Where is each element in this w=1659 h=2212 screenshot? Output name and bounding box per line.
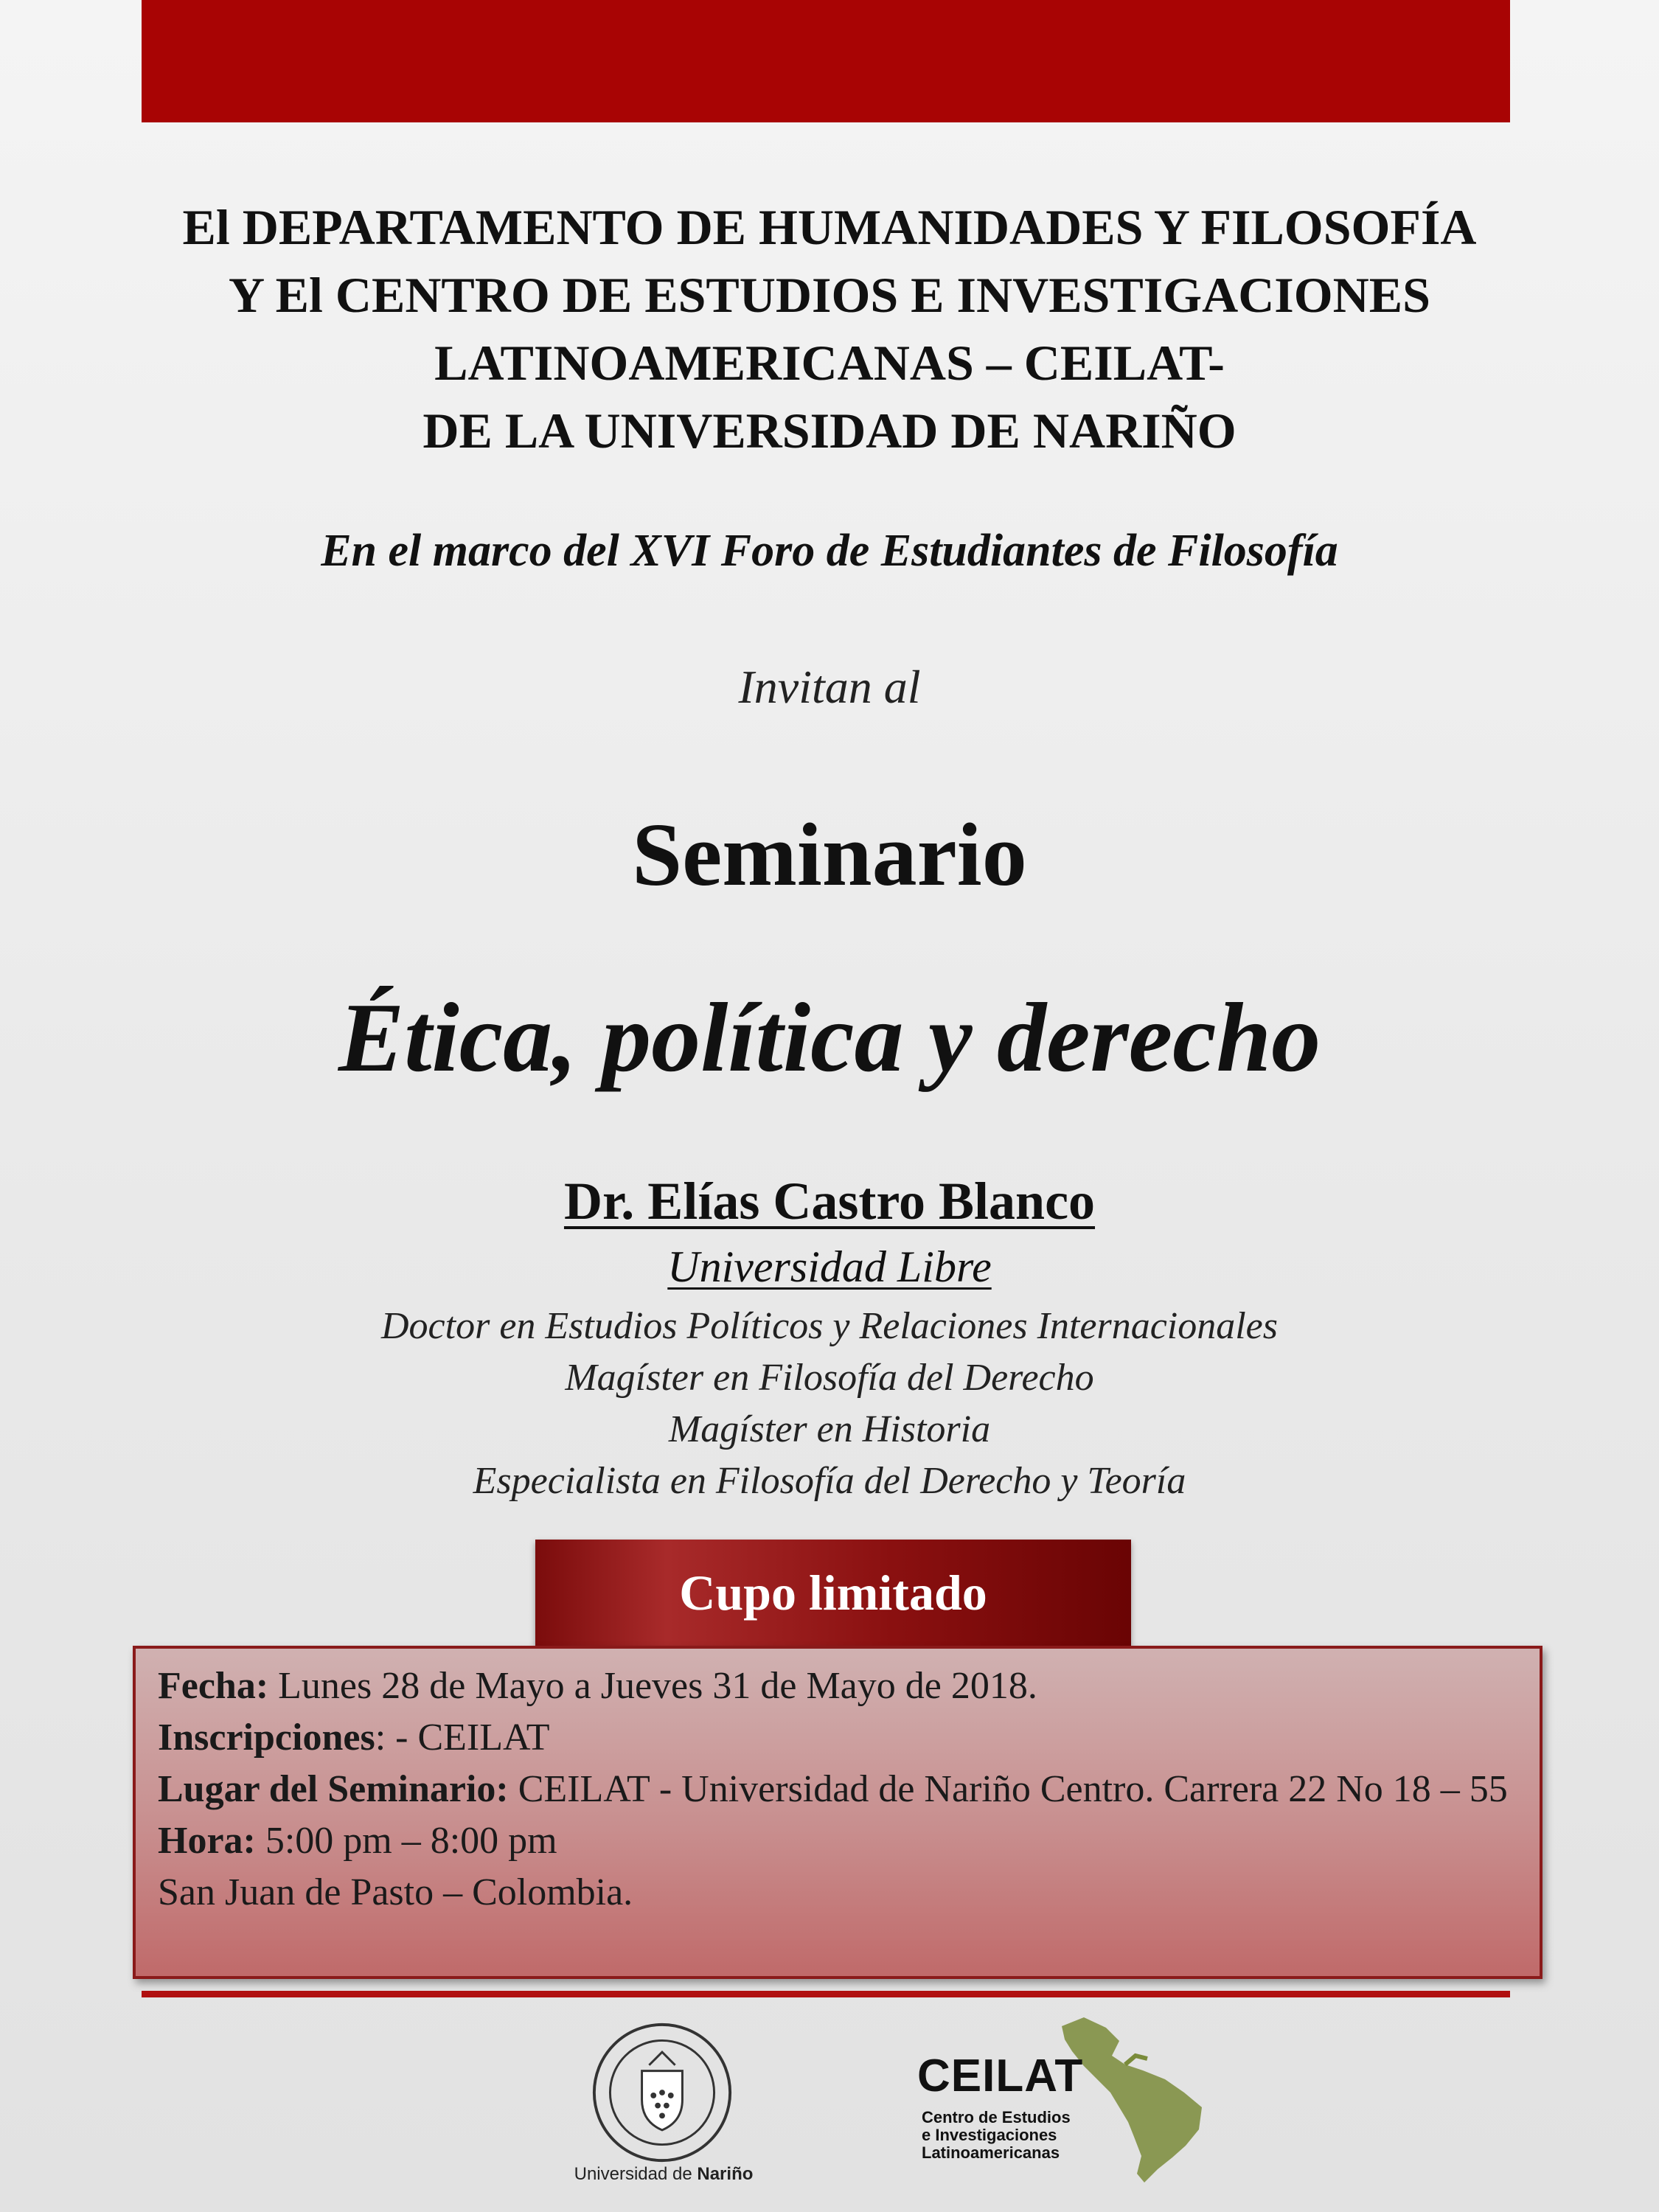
venue-value: CEILAT - Universidad de Nariño Centro. Carrera 22 No 18 – 55 (508, 1768, 1508, 1810)
top-red-bar (142, 0, 1510, 122)
speaker-affiliation-block (0, 1242, 1659, 1293)
registration-label: Inscripciones (158, 1717, 375, 1759)
invite-text: Invitan al (738, 661, 921, 713)
venue-row (158, 1764, 1517, 1815)
date-label: Fecha: (158, 1665, 269, 1707)
venue-label: Lugar del Seminario: (158, 1768, 509, 1810)
header-line-3: LATINOAMERICANAS – CEILAT- (434, 335, 1225, 391)
city-row: San Juan de Pasto – Colombia. (158, 1871, 633, 1913)
credential-line: Magíster en Historia (668, 1408, 991, 1450)
speaker-name: Dr. Elías Castro Blanco (563, 1172, 1096, 1231)
time-label: Hora: (158, 1820, 256, 1862)
header-line-4: DE LA UNIVERSIDAD DE NARIÑO (422, 403, 1237, 459)
header-line-2: Y El CENTRO DE ESTUDIOS E INVESTIGACIONES (229, 267, 1430, 323)
event-framework: En el marco del XVI Foro de Estudiantes de Filosofía (321, 526, 1338, 576)
speaker-credentials (0, 1301, 1659, 1507)
credential-line: Especialista en Filosofía del Derecho y Teoría (473, 1460, 1186, 1502)
seminar-label: Seminario (632, 805, 1027, 905)
time-value: 5:00 pm – 8:00 pm (255, 1820, 557, 1862)
seminar-title: Ética, política y derecho (338, 983, 1321, 1092)
universidad-narino-seal-icon (590, 2020, 734, 2165)
event-details-box (133, 1646, 1543, 1979)
bottom-red-line (142, 1991, 1510, 1997)
speaker-affiliation: Universidad Libre (667, 1242, 992, 1291)
organizers-header (0, 193, 1659, 465)
credential-line: Magíster en Filosofía del Derecho (565, 1357, 1094, 1399)
date-row (158, 1660, 1517, 1712)
universidad-narino-label: Universidad de Nariño (574, 2164, 754, 2184)
limited-seats-banner: Cupo limitado (535, 1540, 1131, 1646)
date-value: Lunes 28 de Mayo a Jueves 31 de Mayo de 2018. (268, 1665, 1037, 1707)
time-row (158, 1815, 1517, 1867)
ceilat-logo-subtitle: Centro de Estudios e Investigaciones Latinoamericanas (922, 2108, 1071, 2162)
registration-value: : - CEILAT (375, 1717, 550, 1759)
registration-row (158, 1712, 1517, 1764)
ceilat-logo-name: CEILAT (917, 2051, 1084, 2101)
speaker-name-block (0, 1171, 1659, 1232)
credential-line: Doctor en Estudios Políticos y Relaciones Internacionales (381, 1305, 1278, 1347)
header-line-1: El DEPARTAMENTO DE HUMANIDADES Y FILOSOFÍA (182, 199, 1477, 255)
